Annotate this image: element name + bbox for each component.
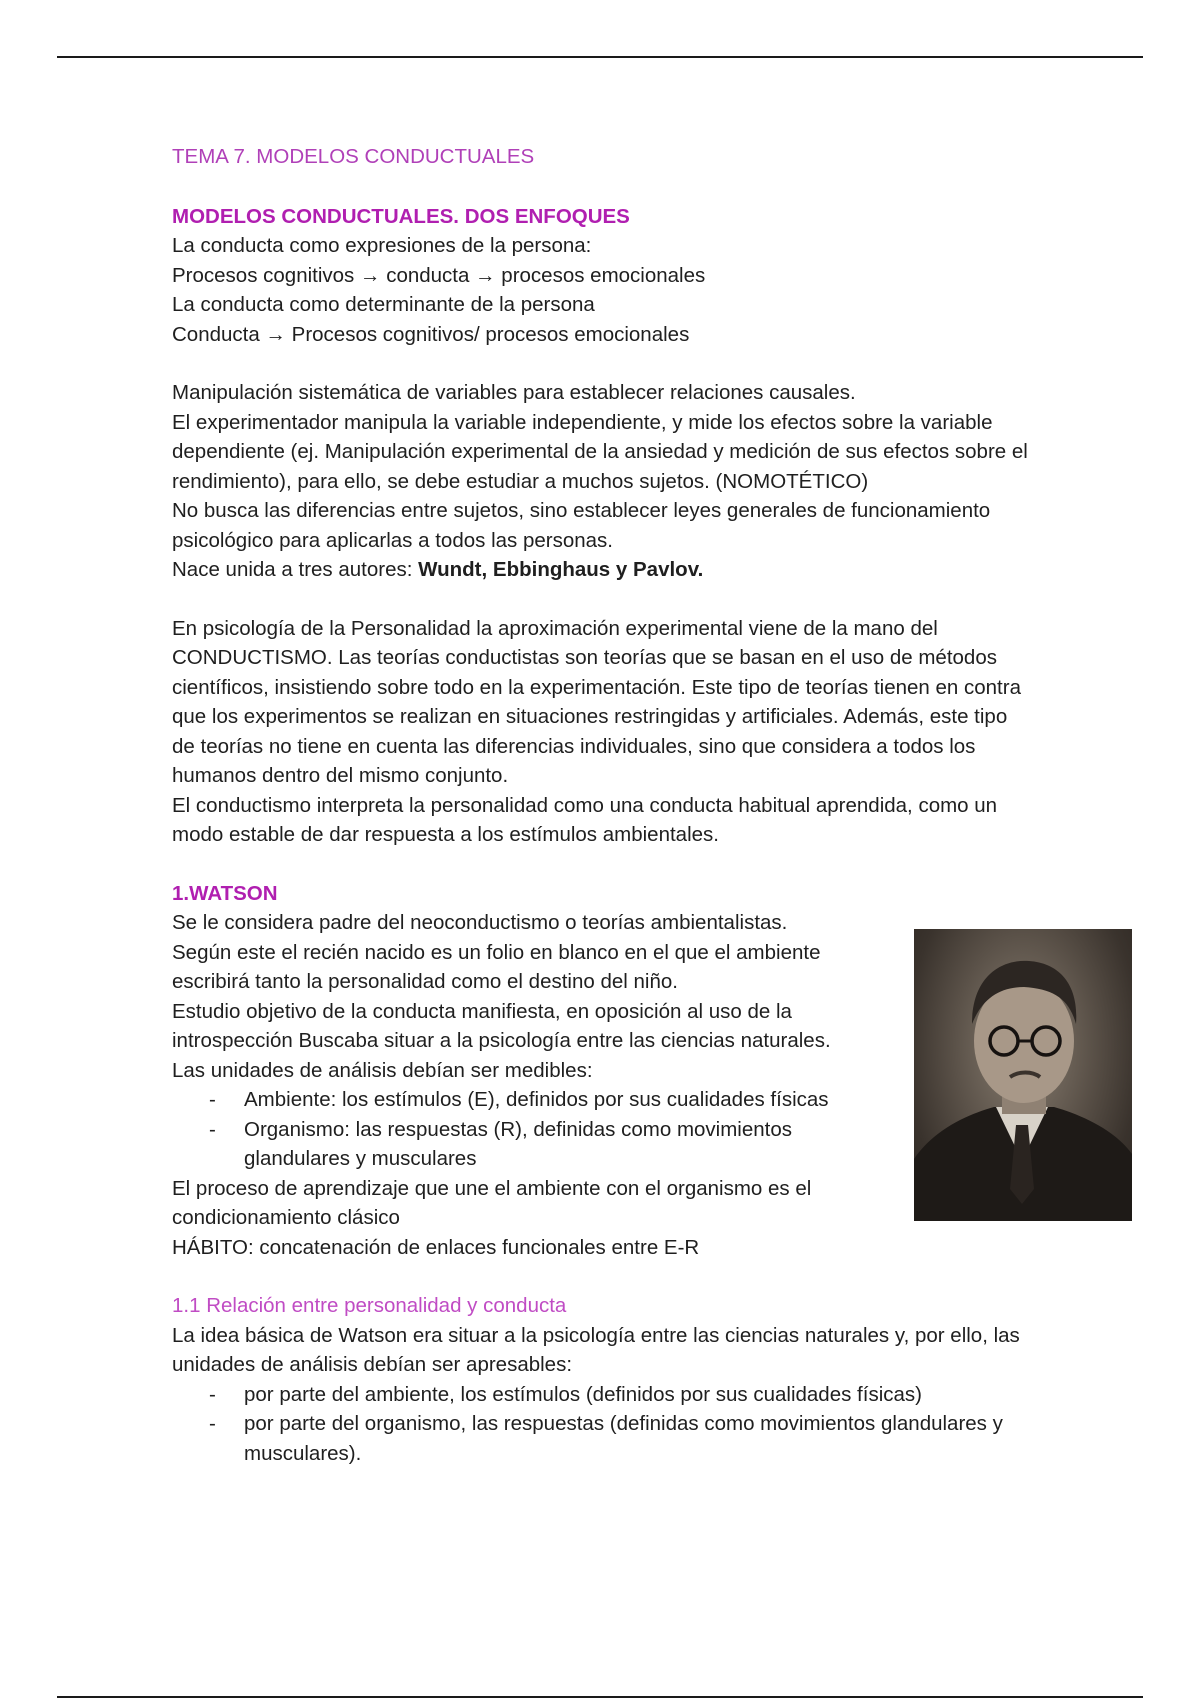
conductismo-paragraph: En psicología de la Personalidad la aproximación experimental viene de la mano del CONDUCTISMO. Las teorías conductistas son teorías que se basan en el uso de métodos científicos, insistiendo sobre todo en la experimentación. Este tipo de teorías tienen en contra que los experimentos se realizan en situaciones restringidas y artificiales. Además, este tipo de teorías no tiene en cuenta las diferencias individuales, sino que considera a todos los humanos dentro del mismo conjunto. [172,616,1021,787]
modelos-line: La conducta como determinante de la persona [172,293,595,316]
list-item: - Ambiente: los estímulos (E), definidos por sus cualidades físicas [244,1085,872,1115]
page-title: TEMA 7. MODELOS CONDUCTUALES [172,145,535,168]
top-rule [57,56,1143,58]
portrait-illustration [914,929,1132,1221]
experimental-paragraph: No busca las diferencias entre sujetos, sino establecer leyes generales de funcionamiento psicológico para aplicarlas a todos las personas. [172,499,991,552]
watson-line: Estudio objetivo de la conducta manifiesta, en oposición al uso de la introspección Buscaba situar a la psicología entre las ciencias naturales. [172,999,831,1052]
authors-names: Wundt, Ebbinghaus y Pavlov. [418,558,704,581]
section-heading-relacion: 1.1 Relación entre personalidad y conducta [172,1294,567,1317]
authors-line: Nace unida a tres autores: Wundt, Ebbinghaus y Pavlov. [172,558,704,581]
watson-line: El proceso de aprendizaje que une el ambiente con el organismo es el condicionamiento clásico [172,1176,812,1229]
relacion-bullet-list [172,1380,1032,1469]
conductismo-paragraph: El conductismo interpreta la personalidad como una conducta habitual aprendida, como un modo estable de dar respuesta a los estímulos ambientales. [172,793,998,846]
relacion-intro: La idea básica de Watson era situar a la psicología entre las ciencias naturales y, por ello, las unidades de análisis debían ser apresables: [172,1323,1020,1376]
watson-section [172,879,872,1263]
list-item: - por parte del ambiente, los estímulos (definidos por sus cualidades físicas) [244,1380,1032,1410]
experimental-paragraph: El experimentador manipula la variable independiente, y mide los efectos sobre la variable dependiente (ej. Manipulación experimental de la ansiedad y medición de sus efectos sobre el rendimiento), para ello, se debe estudiar a muchos sujetos. (NOMOTÉTICO) [172,410,1028,493]
watson-bullet-list [172,1085,872,1174]
watson-line: Se le considera padre del neoconductismo o teorías ambientalistas. [172,911,788,934]
modelos-line: Procesos cognitivos → conducta → procesos emocionales [172,263,706,287]
watson-portrait-photo [914,929,1132,1221]
experimental-paragraph: Manipulación sistemática de variables para establecer relaciones causales. [172,381,856,404]
section-heading-modelos: MODELOS CONDUCTUALES. DOS ENFOQUES [172,204,630,228]
list-item: - Organismo: las respuestas (R), definidas como movimientos glandulares y musculares [244,1115,872,1174]
section-heading-watson: 1.WATSON [172,881,278,905]
document-body [172,142,1032,1468]
watson-line: Las unidades de análisis debían ser medibles: [172,1058,593,1082]
modelos-line: La conducta como expresiones de la persona: [172,234,592,257]
watson-line: Según este el recién nacido es un folio en blanco en el que el ambiente escribirá tanto la personalidad como el destino del niño. [172,940,821,993]
modelos-line: Conducta → Procesos cognitivos/ procesos emocionales [172,322,690,346]
list-item: - por parte del organismo, las respuestas (definidas como movimientos glandulares y musculares). [244,1409,1032,1468]
watson-line: HÁBITO: concatenación de enlaces funcionales entre E-R [172,1235,700,1259]
bottom-rule [57,1696,1143,1698]
